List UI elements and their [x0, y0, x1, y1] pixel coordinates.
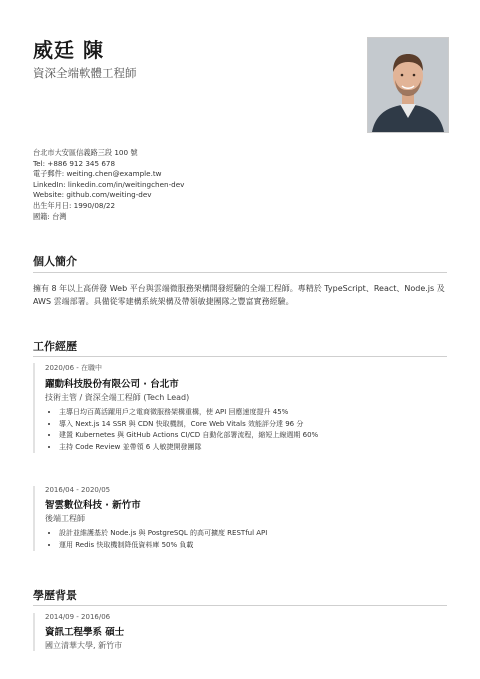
profile-photo: [367, 37, 449, 133]
experience-heading: 工作經歷: [33, 340, 77, 353]
education-divider: [33, 605, 447, 606]
education-heading: 學歷背景: [33, 589, 77, 602]
job-bullets: [45, 528, 459, 551]
job-bullet: • 設計並維護基於 Node.js 與 PostgreSQL 的高可擴度 RESTful API: [59, 528, 459, 540]
contact-tel: Tel: +886 912 345 678: [33, 158, 116, 168]
contact-nationality: 國籍: 台灣: [33, 211, 67, 221]
education-date: 2014/09 - 2016/06: [45, 613, 111, 621]
contact-block: [33, 148, 184, 222]
contact-dob: 出生年月日: 1990/08/22: [33, 200, 116, 210]
profile-photo-illustration: [368, 38, 448, 132]
contact-email[interactable]: 電子郵件: weiting.chen@example.tw: [33, 169, 162, 179]
education-school: 國立清華大學, 新竹市: [45, 641, 123, 650]
job-bullet: • 主導日均百萬活躍用戶之電商微服務架構重構，使 API 回應速度提升 45%: [59, 407, 459, 419]
job-bullets: [45, 407, 459, 453]
job-role: 後端工程師: [45, 514, 85, 523]
candidate-name: 威廷 陳: [33, 38, 104, 62]
job-company: 智雲數位科技 · 新竹市: [45, 500, 141, 511]
experience-divider: [33, 356, 447, 357]
education-degree: 資訊工程學系 碩士: [45, 627, 125, 638]
job-date: 2020/06 - 在職中: [45, 364, 103, 372]
job-title: 資深全端軟體工程師: [33, 66, 137, 80]
summary-heading: 個人簡介: [33, 255, 77, 268]
summary-divider: [33, 272, 447, 273]
job-bullet: • 導入 Next.js 14 SSR 與 CDN 快取機制，Core Web Vitals 效能評分達 96 分: [59, 419, 459, 431]
job-company: 躍動科技股份有限公司 · 台北市: [45, 379, 179, 390]
job-bullet: • 主持 Code Review 並帶領 6 人敏捷開發團隊: [59, 442, 459, 454]
contact-linkedin[interactable]: LinkedIn: linkedin.com/in/weitingchen-dev: [33, 179, 185, 189]
job-bullet: • 運用 Redis 快取機制降低資料庫 50% 負載: [59, 540, 459, 552]
summary-text: 擁有 8 年以上高併發 Web 平台與雲端微服務架構開發經驗的全端工程師。專精於 TypeScript、React、Node.js 及 AWS 雲端部署。具備從零建構系統架構及帶領敏捷團隊之豐富實務經驗。: [33, 284, 445, 306]
job-date: 2016/04 - 2020/05: [45, 486, 111, 494]
job-entry: [33, 363, 459, 453]
job-bullet: • 建置 Kubernetes 與 GitHub Actions CI/CD 自動化部署流程，縮短上線週期 60%: [59, 430, 459, 442]
job-entry: [33, 486, 459, 551]
contact-website[interactable]: Website: github.com/weiting-dev: [33, 190, 152, 200]
education-entry: [33, 613, 459, 651]
job-role: 技術主管 / 資深全端工程師 (Tech Lead): [45, 393, 190, 402]
contact-address: 台北市大安區信義路三段 100 號: [33, 148, 138, 157]
